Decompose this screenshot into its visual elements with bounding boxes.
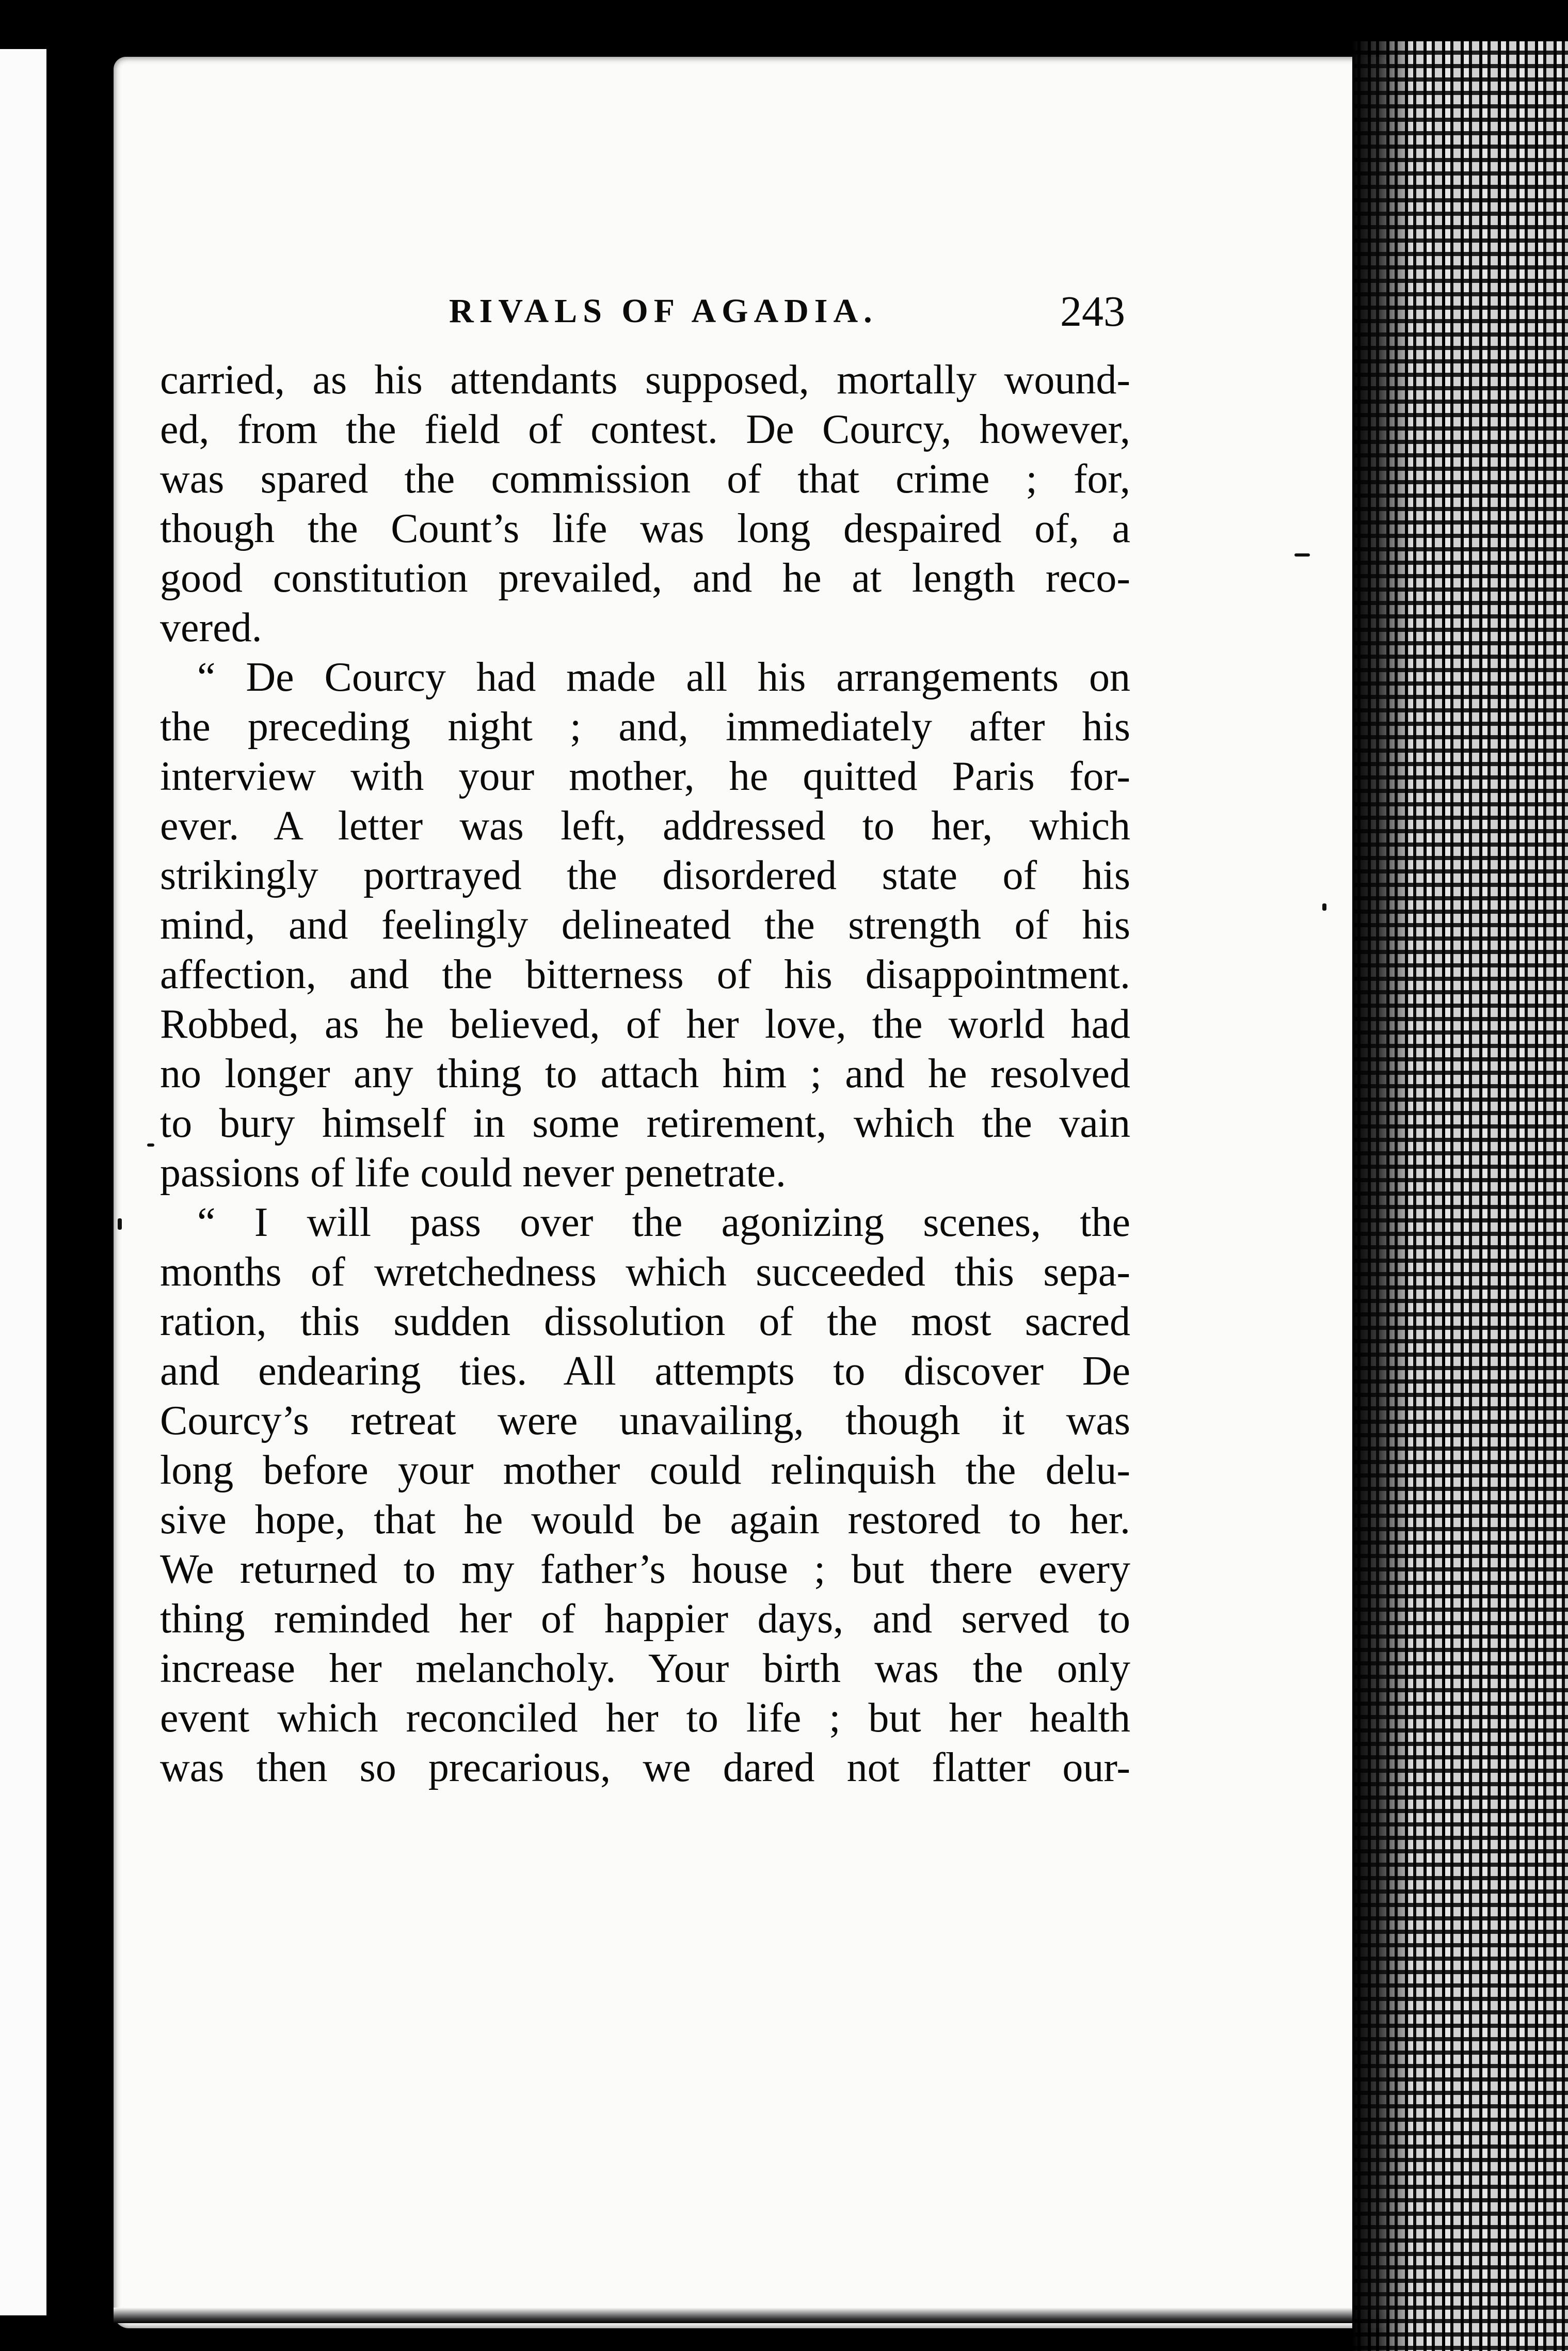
text-line: strikingly portrayed the disordered state of his — [160, 853, 1130, 898]
margin-speck-mark — [1322, 903, 1326, 911]
text-line: Courcy’s retreat were unavailing, though it was — [160, 1398, 1130, 1443]
running-head — [165, 287, 1125, 338]
text-line: ration, this sudden dissolution of the most sacred — [160, 1299, 1130, 1344]
page-number: 243 — [1060, 288, 1125, 336]
paragraph — [160, 355, 1130, 653]
text-line: Robbed, as he believed, of her love, the world had — [160, 1002, 1130, 1047]
running-title: RIVALS OF AGADIA. — [449, 292, 878, 330]
text-line: carried, as his attendants supposed, mortally wound- — [160, 357, 1130, 403]
text-line: event which reconciled her to life ; but her health — [160, 1695, 1130, 1741]
paragraph — [160, 1198, 1130, 1792]
gutter-shadow — [1352, 41, 1414, 2351]
text-line: mind, and feelingly delineated the strength of his — [160, 902, 1130, 948]
text-line: affection, and the bitterness of his disappointment. — [160, 952, 1130, 997]
text-line: increase her melancholy. Your birth was the only — [160, 1646, 1130, 1691]
text-line: sive hope, that he would be again restored to her. — [160, 1497, 1130, 1543]
text-line: months of wretchedness which succeeded this sepa- — [160, 1249, 1130, 1295]
text-line: the preceding night ; and, immediately after his — [160, 704, 1130, 750]
facing-page-edge — [46, 49, 65, 2315]
text-line: was then so precarious, we dared not flatter our- — [160, 1745, 1130, 1790]
text-line: We returned to my father’s house ; but there every — [160, 1547, 1130, 1592]
body-text — [160, 355, 1130, 1792]
margin-dash-mark — [1294, 553, 1310, 557]
margin-tick-mark — [118, 1218, 122, 1230]
text-line: interview with your mother, he quitted Paris for- — [160, 754, 1130, 799]
text-line: and endearing ties. All attempts to discover De — [160, 1348, 1130, 1394]
text-line: good constitution prevailed, and he at length reco- — [160, 555, 1130, 601]
paragraph — [160, 653, 1130, 1198]
facing-page-sliver — [0, 49, 46, 2315]
text-line: was spared the commission of that crime ; for, — [160, 456, 1130, 502]
text-line: no longer any thing to attach him ; and he resolved — [160, 1051, 1130, 1097]
text-line: to bury himself in some retirement, which the vain — [160, 1101, 1130, 1146]
margin-tick-mark — [147, 1143, 154, 1147]
text-line: vered. — [160, 605, 262, 650]
text-line: though the Count’s life was long despaired of, a — [160, 506, 1130, 551]
text-line: “ I will pass over the agonizing scenes, the — [197, 1200, 1130, 1245]
text-line: long before your mother could relinquish the delu- — [160, 1448, 1130, 1493]
text-line: passions of life could never penetrate. — [160, 1150, 786, 1196]
page-bottom-edge — [114, 2308, 1388, 2323]
text-line: thing reminded her of happier days, and served to — [160, 1596, 1130, 1642]
text-line: ed, from the field of contest. De Courcy, however, — [160, 407, 1130, 452]
text-line: ever. A letter was left, addressed to her, which — [160, 803, 1130, 849]
text-line: “ De Courcy had made all his arrangements on — [197, 655, 1130, 700]
